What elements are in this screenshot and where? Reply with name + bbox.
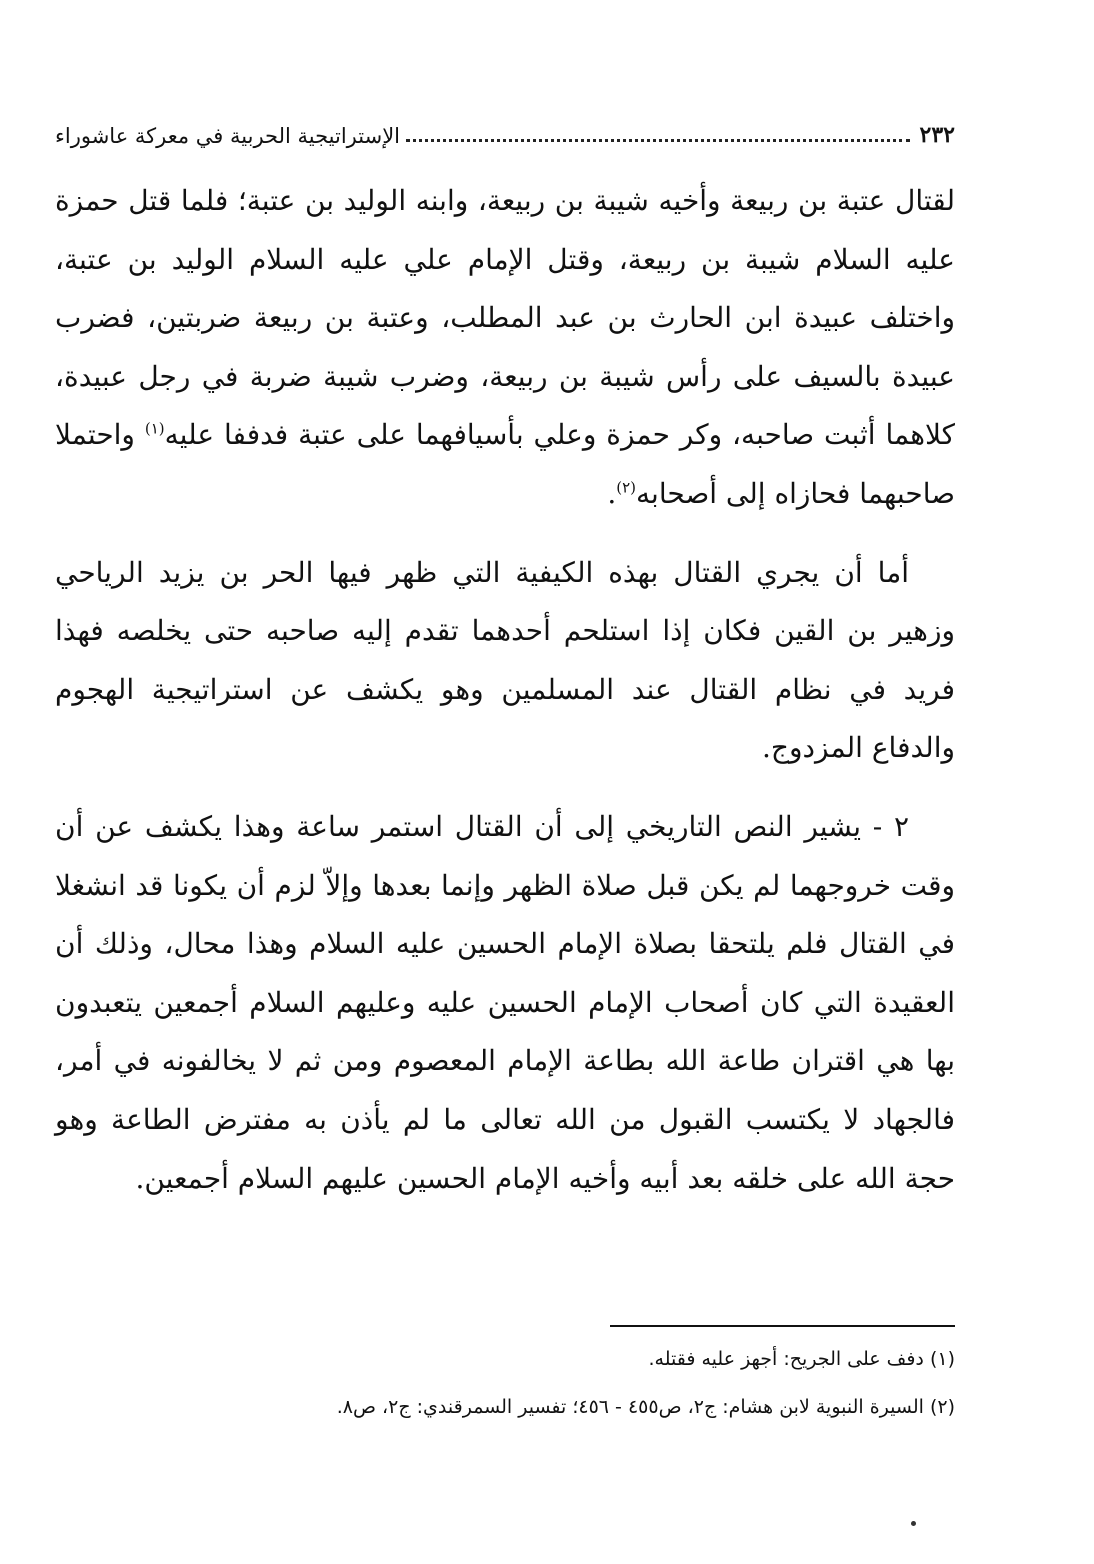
paragraph-1-text: لقتال عتبة بن ربيعة وأخيه شيبة بن ربيعة، وابنه الوليد بن عتبة؛ فلما قتل حمزة عليه السلام شيبة بن ربيعة، وقتل الإمام علي عليه السلام الوليد بن عتبة، واختلف عبيدة ابن الحارث بن عبد المطلب، وعتبة بن ربيعة ضربتين، فضرب عبيدة بالسيف على رأس شيبة بن ربيعة، وضرب شيبة ضربة في رجل عبيدة، كلاهما أثبت صاحبه، وكر حمزة وعلي بأسيافهما على عتبة فدففا عليه <box>55 184 955 452</box>
page-number: ٢٣٢ <box>919 122 955 148</box>
paragraph-2: أما أن يجري القتال بهذه الكيفية التي ظهر فيها الحر بن يزيد الرياحي وزهير بن القين فكان إذا استلحم أحدهما تقدم إليه صاحبه حتى يخلصه فهذا فريد في نظام القتال عند المسلمين وهو يكشف عن استراتيجية الهجوم والدفاع المزدوج. <box>55 555 955 765</box>
paragraph-1 <box>55 172 955 524</box>
footnote-1: (١) دفف على الجريح: أجهز عليه فقتله. <box>648 1348 955 1370</box>
footnote-2: (٢) السيرة النبوية لابن هشام: ج٢، ص٤٥٥ - ٤٥٦؛ تفسير السمرقندي: ج٢، ص٨. <box>336 1396 955 1418</box>
running-header <box>55 112 955 148</box>
header-leader-dots <box>406 138 910 142</box>
footnotes <box>55 1346 955 1442</box>
footnote-separator <box>610 1325 955 1327</box>
footnote-ref-1[interactable]: (١) <box>144 420 165 439</box>
running-title: الإستراتيجية الحربية في معركة عاشوراء <box>55 124 401 148</box>
paragraph-3: ٢ - يشير النص التاريخي إلى أن القتال استمر ساعة وهذا يكشف عن أن وقت خروجهما لم يكن قبل صلاة الظهر وإنما بعدها وإلاّ لزم أن يكونا قد انشغلا في القتال فلم يلتحقا بصلاة الإمام الحسين عليه السلام وهذا محال، وذلك أن العقيدة التي كان أصحاب الإمام الحسين عليه وعليهم السلام أجمعين يتعبدون بها هي اقتران طاعة الله بطاعة الإمام المعصوم ومن ثم لا يخالفونه في أمر، فالجهاد لا يكتسب القبول من الله تعالى ما لم يأذن به مفترض الطاعة وهو حجة الله على خلقه بعد أبيه وأخيه الإمام الحسين عليهم السلام أجمعين. <box>55 809 955 1195</box>
footnote-ref-2[interactable]: (٢) <box>616 478 637 497</box>
paragraph-1-text-cont: واحتملا صاحبهما فحازاه إلى أصحابه <box>55 418 955 510</box>
paragraph-1-end: . <box>607 476 617 510</box>
page-mark <box>911 1521 916 1526</box>
main-text <box>55 172 955 1208</box>
